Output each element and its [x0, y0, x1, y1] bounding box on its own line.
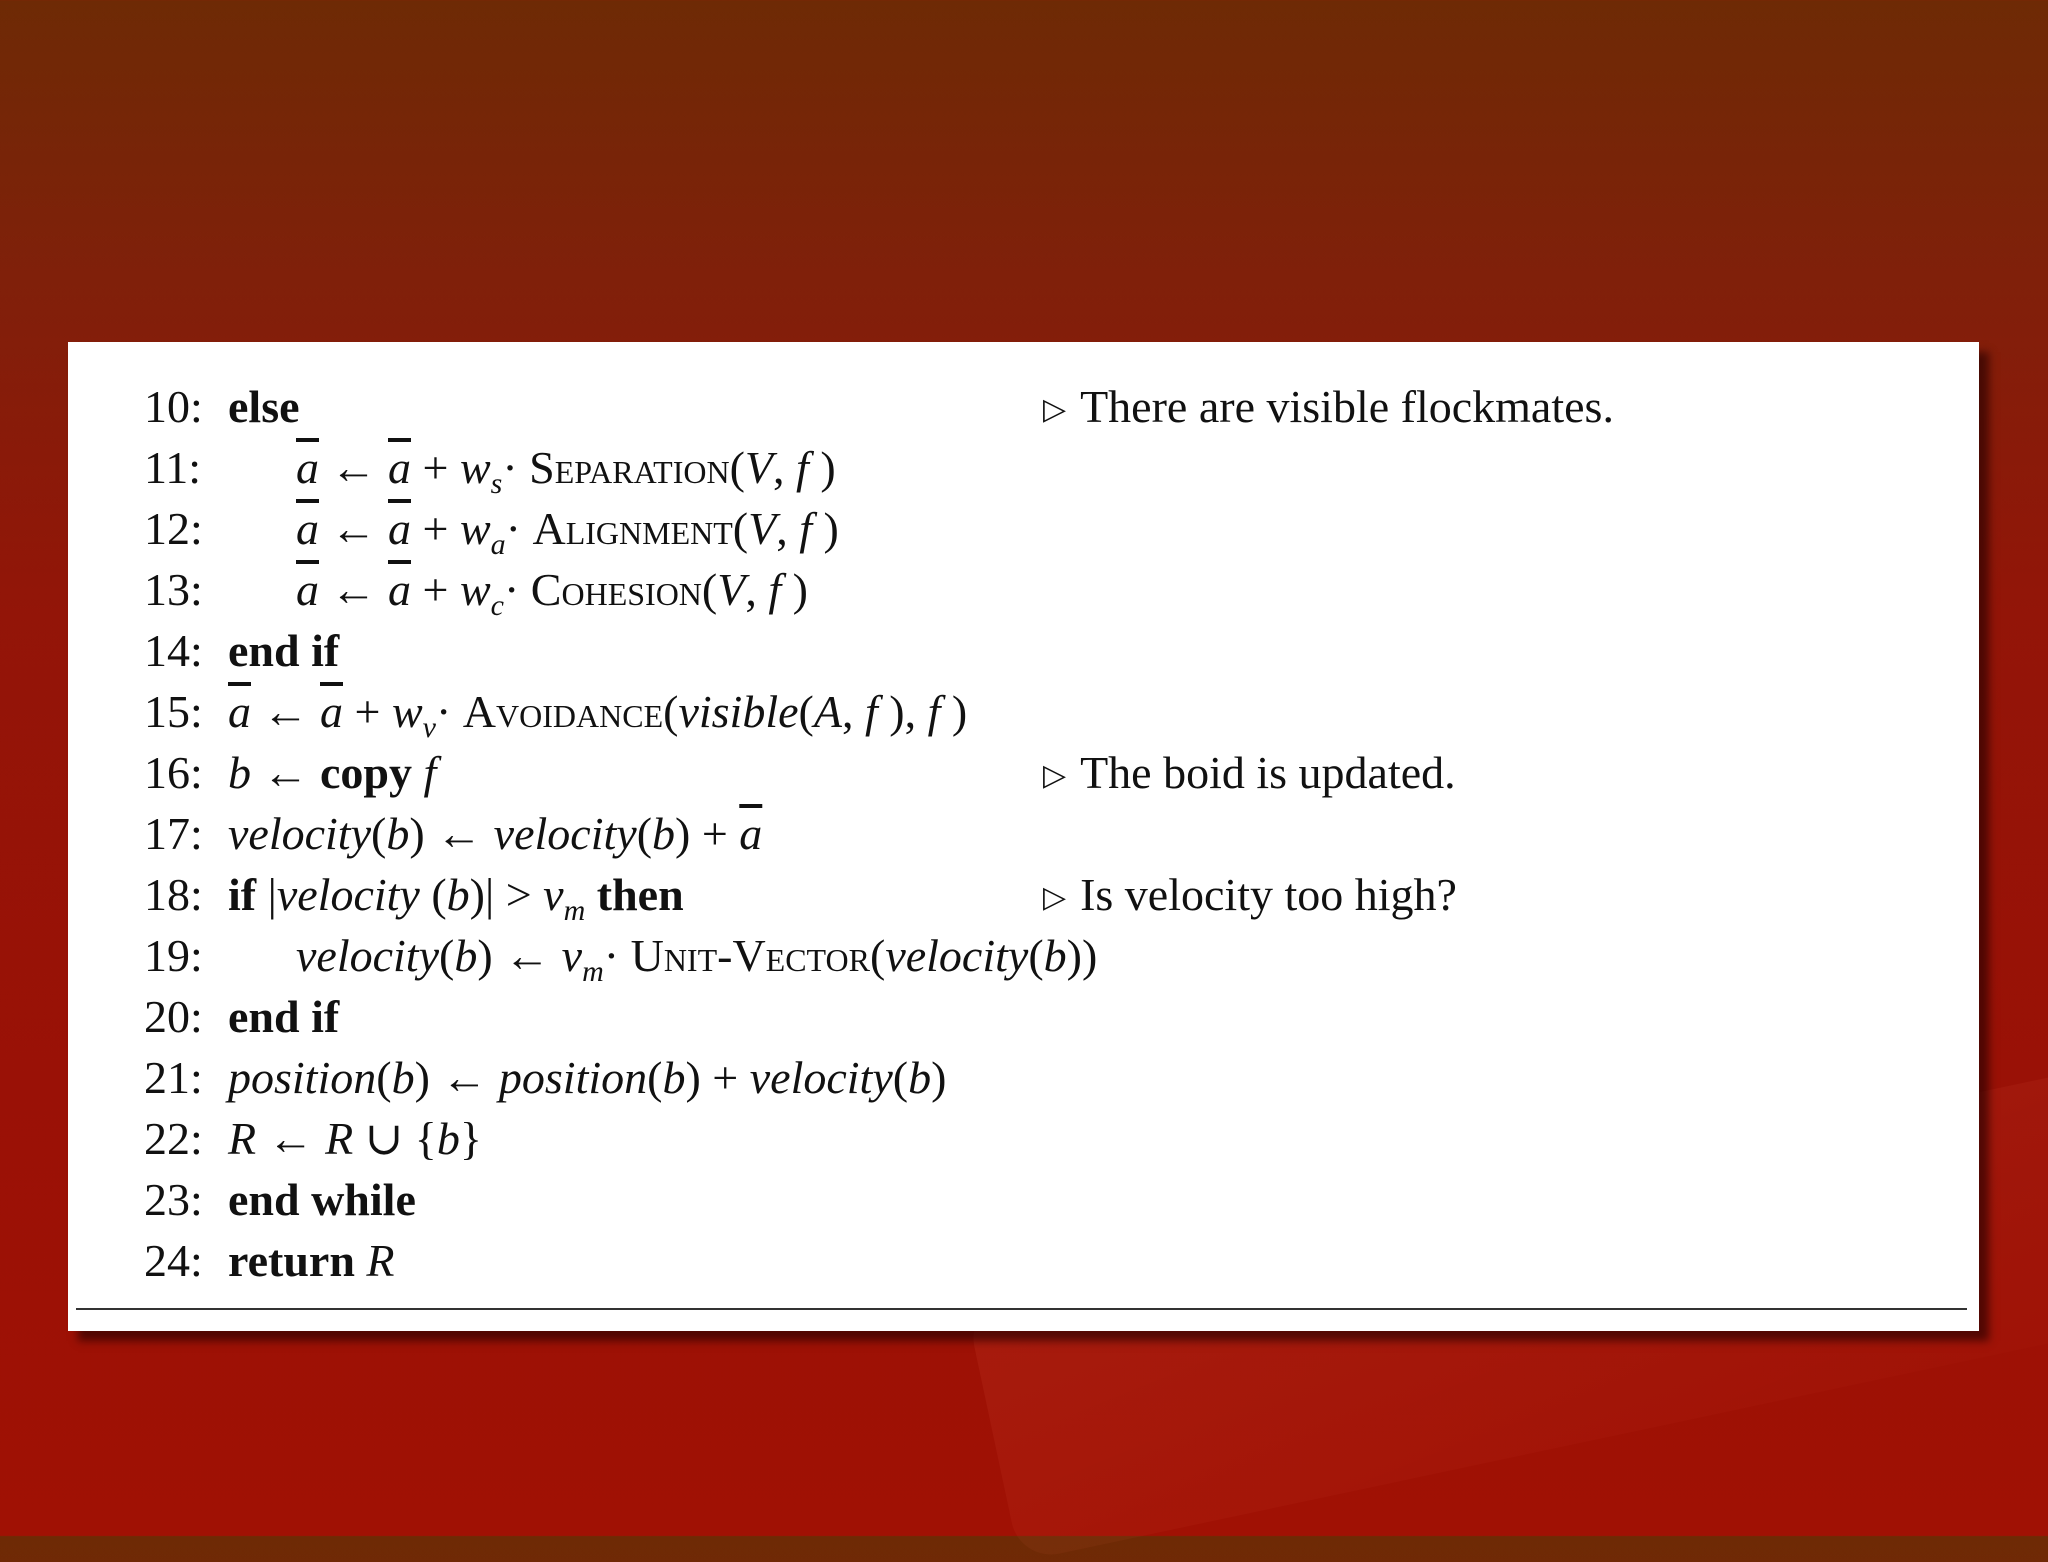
bottom-rule — [76, 1308, 1967, 1310]
line-code — [228, 376, 300, 437]
line-number: 22: — [144, 1113, 203, 1164]
line-number: 21: — [144, 1052, 203, 1103]
line-comment — [1043, 742, 1456, 806]
line-code: position(b) ← position(b) + velocity(b) — [228, 1052, 947, 1103]
function-name: Cohesion — [530, 564, 702, 615]
line-code: if |velocity $(b)| > v_m$ then — [228, 869, 684, 928]
line-comment — [1043, 864, 1457, 928]
function-name: Unit-Vector — [630, 930, 870, 981]
comment-text: The boid is updated. — [1080, 747, 1456, 798]
algorithm-line — [68, 986, 1979, 1047]
comment-triangle-icon: ▷ — [1043, 881, 1067, 914]
line-number: 19: — [144, 930, 203, 981]
line-code — [228, 620, 339, 681]
line-number: 14: — [144, 625, 203, 676]
comment-triangle-icon: ▷ — [1043, 393, 1067, 426]
algorithm-line — [68, 437, 1979, 501]
algorithm-line — [68, 1230, 1979, 1291]
keyword-return: return — [228, 1235, 355, 1286]
keyword-end-if: end if — [228, 625, 340, 676]
line-number: 17: — [144, 808, 203, 859]
line-number: 15: — [144, 686, 203, 737]
line-code: velocity(b) ← $v_m\cdot$ Unit-Vector(velocity(b)) — [296, 930, 1098, 989]
algorithm-line — [68, 742, 1979, 803]
keyword-else: else — [228, 381, 300, 432]
line-number: 11: — [144, 442, 202, 493]
algorithm-line — [68, 620, 1979, 681]
line-code: R ← R ∪ {b} — [228, 1113, 482, 1164]
line-code: $\overline{a}$ ← $\overline{a} + w_a\cdot$ Alignment(V, f ) — [296, 503, 839, 562]
line-number: 18: — [144, 869, 203, 920]
algorithm-line — [68, 498, 1979, 562]
function-name: Alignment — [532, 503, 733, 554]
algorithm-line — [68, 376, 1979, 437]
algorithm-line — [68, 1047, 1979, 1108]
line-code: $\overline{a}$ ← $\overline{a} + w_c\cdot$ Cohesion(V, f ) — [296, 564, 808, 623]
line-comment — [1043, 376, 1614, 440]
comment-text: Is velocity too high? — [1080, 869, 1457, 920]
algorithm-line — [68, 1169, 1979, 1230]
line-code: $\overline{a}$ ← $\overline{a} + w_v\cdot$ Avoidance(visible(A, f ), f ) — [228, 686, 968, 745]
function-name: Separation — [529, 442, 730, 493]
algorithm-line — [68, 925, 1979, 989]
keyword-if: if — [228, 869, 257, 920]
line-code: velocity(b) ← velocity(b) + $\overline{a}$ — [228, 808, 763, 859]
algorithm-line — [68, 559, 1979, 623]
line-number: 10: — [144, 381, 203, 432]
line-code — [228, 1169, 416, 1230]
line-number: 13: — [144, 564, 203, 615]
algorithm-line — [68, 864, 1979, 928]
line-number: 23: — [144, 1174, 203, 1225]
line-code: $\overline{a}$ ← $\overline{a} + w_s\cdot$ Separation(V, f ) — [296, 442, 836, 501]
line-code: return R — [228, 1235, 395, 1286]
algorithm-line — [68, 803, 1979, 864]
line-number: 20: — [144, 991, 203, 1042]
algorithm-line — [68, 1108, 1979, 1169]
keyword-end-if: end if — [228, 991, 340, 1042]
line-number: 16: — [144, 747, 203, 798]
comment-text: There are visible flockmates. — [1080, 381, 1614, 432]
line-code: b ← copy f — [228, 747, 437, 798]
keyword-end-while: end while — [228, 1174, 416, 1225]
comment-triangle-icon: ▷ — [1043, 759, 1067, 792]
algorithm-panel — [68, 342, 1979, 1331]
keyword-copy: copy — [320, 747, 412, 798]
line-code — [228, 986, 339, 1047]
function-name: Avoidance — [462, 686, 664, 737]
line-number: 24: — [144, 1235, 203, 1286]
line-number: 12: — [144, 503, 203, 554]
keyword-then: then — [596, 869, 684, 920]
algorithm-line — [68, 681, 1979, 745]
